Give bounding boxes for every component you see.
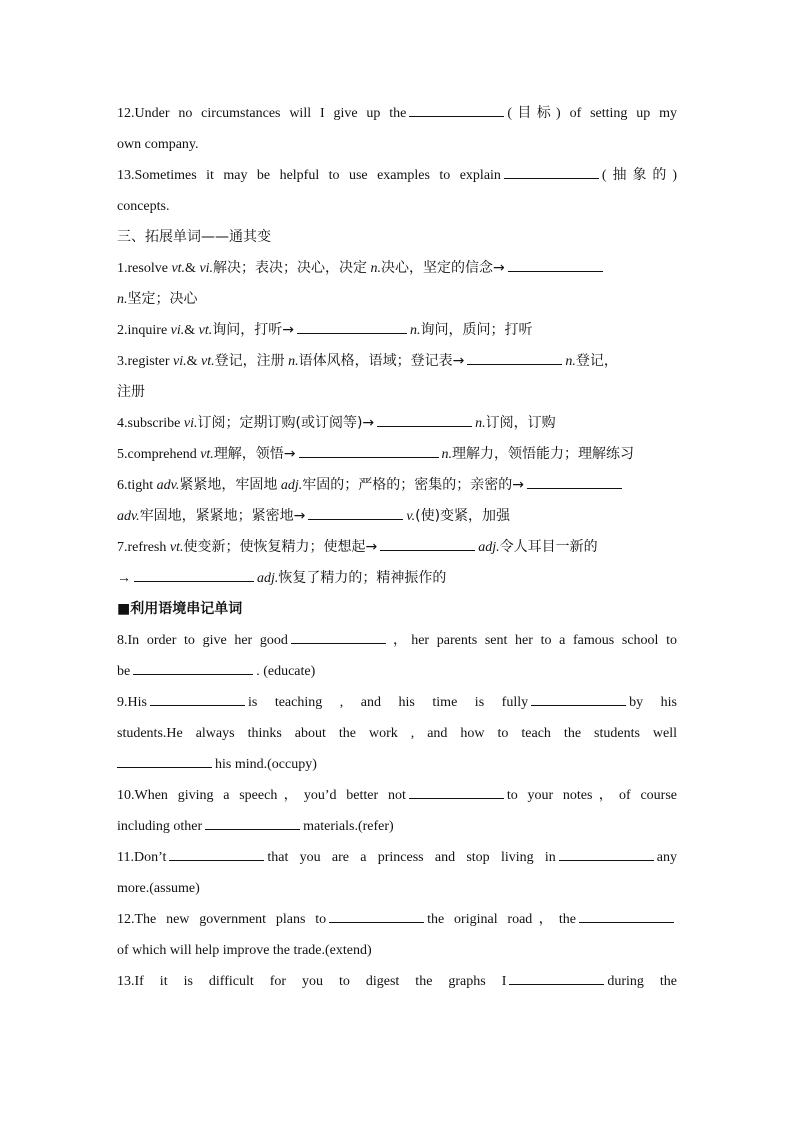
context-10-line-2	[117, 811, 677, 842]
sentence-text: own company.	[117, 137, 199, 152]
definition: 语体风格，语域；登记表→	[298, 353, 465, 369]
sentence-text: to your notes，of course	[506, 788, 677, 803]
definition: 登记，注册	[214, 353, 285, 369]
item-13-line-2	[117, 191, 677, 222]
definition: 恢复了精力的；精神振作的	[278, 570, 447, 586]
sentence-text: be	[117, 664, 131, 679]
definition: (使)变紧，加强	[415, 508, 511, 524]
arrow-glyph: →	[117, 571, 131, 586]
answer-blank[interactable]	[169, 846, 264, 861]
pos-label: n.	[565, 354, 576, 369]
headword: 7.refresh	[117, 540, 167, 555]
sentence-text: &	[184, 323, 199, 338]
item-12-line-1	[117, 98, 677, 129]
word-1-line-2	[117, 284, 677, 315]
sentence-text: 10.When giving a speech，you’d better not	[117, 788, 406, 803]
definition: 订阅，订购	[485, 415, 556, 431]
word-7-line-1	[117, 532, 677, 563]
pos-label: n.	[410, 323, 421, 338]
sentence-text: that you are a princess and stop living in	[267, 850, 556, 865]
context-13-line-1	[117, 966, 677, 997]
sentence-text: including other	[117, 819, 203, 834]
headword: 4.subscribe	[117, 416, 181, 431]
sentence-text: &	[186, 354, 201, 369]
answer-blank[interactable]	[377, 412, 472, 427]
word-2-line	[117, 315, 677, 346]
headword: 6.tight	[117, 478, 154, 493]
headword: 3.register	[117, 354, 170, 369]
definition: 订阅；定期订购(或订阅等)→	[197, 415, 375, 431]
sentence-text: (目标) of setting up my	[507, 106, 677, 121]
sentence-text: 11.Don’t	[117, 850, 167, 865]
definition: 坚定；决心	[127, 291, 198, 307]
context-9-line-3	[117, 749, 677, 780]
sentence-text: is teaching , and his time is fully	[247, 695, 529, 710]
answer-blank[interactable]	[299, 443, 439, 458]
definition: 牢固地，紧紧地；紧密地→	[139, 508, 306, 524]
pos-label: adv.	[156, 478, 180, 493]
subsection-heading: ■利用语境串记单词	[117, 601, 243, 617]
sentence-text: concepts.	[117, 199, 170, 214]
definition: 理解，领悟→	[213, 446, 296, 462]
headword: 2.inquire	[117, 323, 168, 338]
sentence-text: . (educate)	[256, 664, 316, 679]
sentence-text: 8.In order to give her good	[117, 633, 288, 648]
pos-label: vt.	[200, 447, 214, 462]
word-4-line	[117, 408, 677, 439]
sentence-text: his mind.(occupy)	[215, 757, 317, 772]
answer-blank[interactable]	[291, 629, 386, 644]
definition: 牢固的；严格的；密集的；亲密的→	[302, 477, 524, 493]
sentence-text: 12.The new government plans to	[117, 912, 327, 927]
definition: 理解力，领悟能力；理解练习	[452, 446, 635, 462]
word-3-line-2: 注册	[117, 384, 145, 400]
context-10-line-1	[117, 780, 677, 811]
pos-label: vi.	[172, 354, 187, 369]
pos-label: adv.	[117, 509, 140, 524]
word-7-line-2	[117, 563, 677, 594]
answer-blank[interactable]	[133, 660, 253, 675]
definition: 令人耳目一新的	[499, 539, 598, 555]
sentence-text: during the	[607, 974, 678, 989]
answer-blank[interactable]	[329, 908, 424, 923]
word-5-line	[117, 439, 677, 470]
context-9-line-1	[117, 687, 677, 718]
answer-blank[interactable]	[409, 784, 504, 799]
sentence-text: the original road，the	[427, 912, 576, 927]
context-12-line-1	[117, 904, 677, 935]
answer-blank[interactable]	[559, 846, 654, 861]
word-6-line-1	[117, 470, 677, 501]
section-heading: 三、拓展单词——通其变	[117, 229, 271, 245]
definition: 登记，	[575, 353, 618, 369]
sentence-text: 9.His	[117, 695, 147, 710]
answer-blank[interactable]	[380, 536, 475, 551]
answer-blank[interactable]	[205, 815, 300, 830]
word-6-line-2	[117, 501, 677, 532]
context-9-line-2: students.He always thinks about the work , and how to teach the students well	[117, 726, 677, 741]
definition: 使变新；使恢复精力；使想起→	[183, 539, 378, 555]
context-8-line-2	[117, 656, 677, 687]
context-11-line-2: more.(assume)	[117, 881, 200, 896]
pos-label: adj.	[257, 571, 279, 586]
item-13-line-1	[117, 160, 677, 191]
pos-label: vt.	[169, 540, 184, 555]
pos-label: vi.	[183, 416, 198, 431]
worksheet-page	[117, 98, 677, 997]
pos-label: vt.	[171, 261, 186, 276]
pos-label: n.	[288, 354, 299, 369]
sentence-text: ，her parents sent her to a famous school to	[388, 633, 677, 648]
answer-blank[interactable]	[409, 102, 504, 117]
pos-label: v.	[406, 509, 416, 524]
word-1-line-1	[117, 253, 677, 284]
sentence-text: materials.(refer)	[303, 819, 394, 834]
pos-label: n.	[441, 447, 453, 462]
context-8-line-1	[117, 625, 677, 656]
pos-label: vt.	[198, 323, 213, 338]
answer-blank[interactable]	[579, 908, 674, 923]
pos-label: adj.	[280, 478, 303, 493]
sentence-text: 12.Under no circumstances will I give up the	[117, 106, 407, 121]
pos-label: n.	[370, 261, 382, 276]
sentence-text: 13.If it is difficult for you to digest the graphs I	[117, 974, 507, 989]
pos-label: vi.	[199, 261, 214, 276]
sentence-text: &	[185, 261, 200, 276]
headword: 1.resolve	[117, 261, 168, 276]
pos-label: n.	[475, 416, 486, 431]
answer-blank[interactable]	[504, 164, 599, 179]
context-12-line-2: of which will help improve the trade.(extend)	[117, 943, 372, 958]
pos-label: vi.	[170, 323, 185, 338]
sentence-text: any	[656, 850, 677, 865]
answer-blank[interactable]	[531, 691, 626, 706]
answer-blank[interactable]	[508, 257, 603, 272]
answer-blank[interactable]	[467, 350, 562, 365]
context-11-line-1	[117, 842, 677, 873]
pos-label: n.	[117, 292, 128, 307]
sentence-text: 13.Sometimes it may be helpful to use examples to explain	[117, 168, 501, 183]
answer-blank[interactable]	[509, 970, 604, 985]
definition: 决心，坚定的信念→	[381, 260, 505, 276]
answer-blank[interactable]	[527, 474, 622, 489]
answer-blank[interactable]	[134, 567, 254, 582]
answer-blank[interactable]	[150, 691, 245, 706]
answer-blank[interactable]	[308, 505, 403, 520]
pos-label: vt.	[200, 354, 215, 369]
sentence-text: by his	[629, 695, 677, 710]
item-12-line-2	[117, 129, 677, 160]
answer-blank[interactable]	[297, 319, 407, 334]
definition: 询问，质问；打听	[420, 322, 533, 338]
answer-blank[interactable]	[117, 753, 212, 768]
definition: 紧紧地，牢固地	[179, 477, 278, 493]
sentence-text: (抽象的)	[601, 168, 677, 183]
definition: 解决；表决；决心，决定	[213, 260, 368, 276]
definition: 询问，打听→	[212, 322, 294, 338]
headword: 5.comprehend	[117, 447, 197, 462]
word-3-line-1	[117, 346, 677, 377]
pos-label: adj.	[478, 540, 500, 555]
